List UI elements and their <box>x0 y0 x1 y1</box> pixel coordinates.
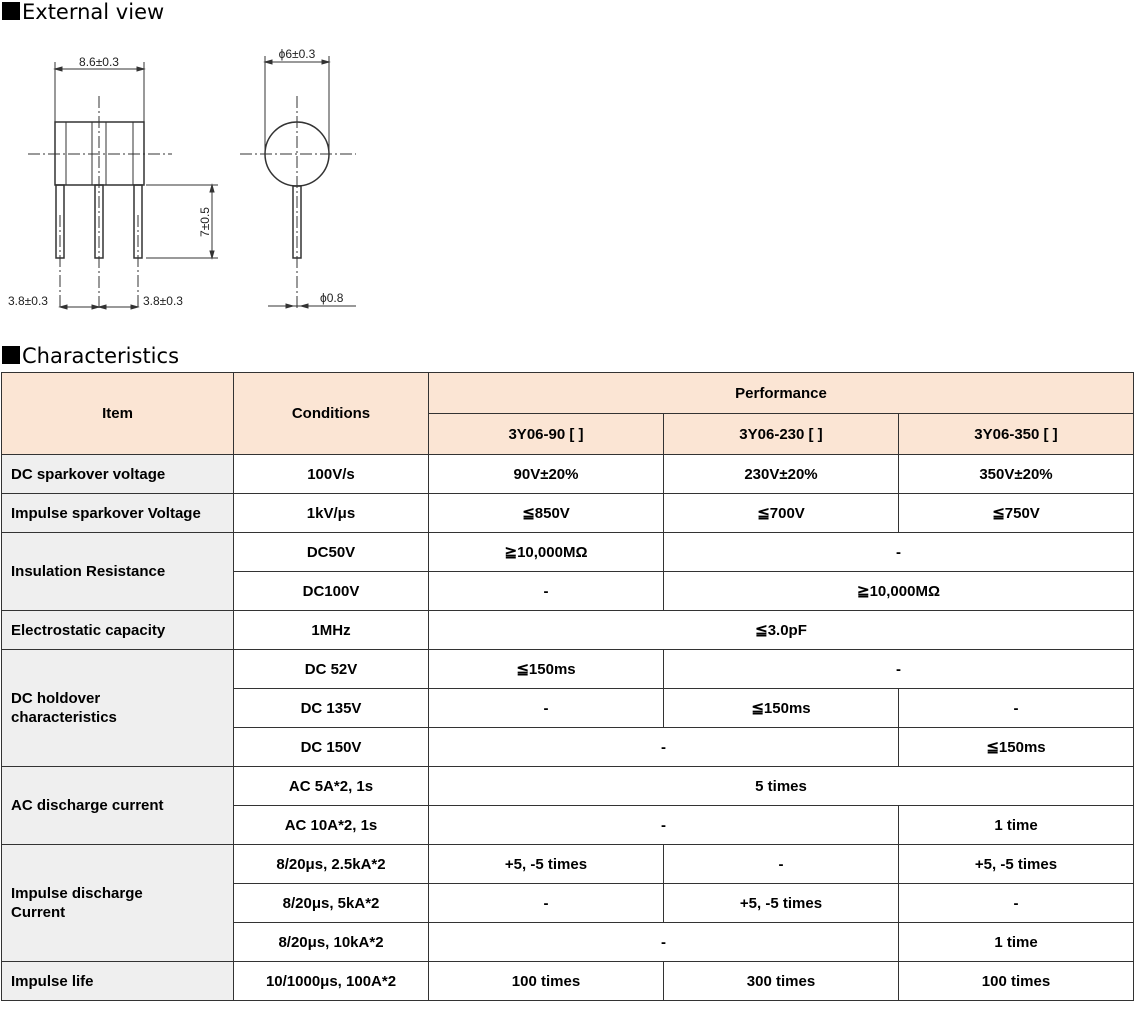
external-view-heading: External view <box>2 0 164 24</box>
value-cell: +5, -5 times <box>429 845 664 884</box>
value-cell: ≧10,000MΩ <box>429 533 664 572</box>
item-label: DC holdover characteristics <box>2 650 234 767</box>
condition-cell: DC 52V <box>234 650 429 689</box>
value-cell: - <box>899 884 1134 923</box>
condition-cell: DC50V <box>234 533 429 572</box>
condition-cell: 1MHz <box>234 611 429 650</box>
value-cell: 100 times <box>899 962 1134 1001</box>
value-cell: 300 times <box>664 962 899 1001</box>
condition-cell: DC 135V <box>234 689 429 728</box>
header-performance: Performance <box>429 373 1134 414</box>
table-header-row <box>2 373 1134 414</box>
item-label: Insulation Resistance <box>2 533 234 611</box>
table-row <box>2 767 1134 806</box>
item-label: Impulse sparkover Voltage <box>2 494 234 533</box>
header-model-230: 3Y06-230 [ ] <box>664 414 899 455</box>
condition-cell: 1kV/μs <box>234 494 429 533</box>
value-cell: - <box>429 806 899 845</box>
value-cell: 90V±20% <box>429 455 664 494</box>
external-view-drawing <box>0 30 380 320</box>
value-cell: 230V±20% <box>664 455 899 494</box>
table-row <box>2 455 1134 494</box>
diameter-dimension: ϕ6±0.3 <box>278 47 316 61</box>
header-model-90: 3Y06-90 [ ] <box>429 414 664 455</box>
header-conditions: Conditions <box>234 373 429 455</box>
item-label: AC discharge current <box>2 767 234 845</box>
condition-cell: DC 150V <box>234 728 429 767</box>
value-cell: ≦150ms <box>429 650 664 689</box>
table-row <box>2 611 1134 650</box>
characteristics-heading: Characteristics <box>2 344 179 368</box>
lead-length-dimension: 7±0.5 <box>198 207 212 237</box>
square-bullet-icon <box>2 2 20 20</box>
value-cell: ≦3.0pF <box>429 611 1134 650</box>
value-cell: - <box>429 728 899 767</box>
lead-diameter-dimension: ϕ0.8 <box>320 291 344 305</box>
value-cell: - <box>664 650 1134 689</box>
table-row <box>2 845 1134 884</box>
value-cell: - <box>429 689 664 728</box>
value-cell: - <box>899 689 1134 728</box>
table-row <box>2 494 1134 533</box>
condition-cell: 8/20μs, 5kA*2 <box>234 884 429 923</box>
condition-cell: DC100V <box>234 572 429 611</box>
condition-cell: AC 5A*2, 1s <box>234 767 429 806</box>
value-cell: - <box>664 533 1134 572</box>
value-cell: 5 times <box>429 767 1134 806</box>
square-bullet-icon <box>2 346 20 364</box>
pitch-left-dimension: 3.8±0.3 <box>8 294 48 308</box>
table-row <box>2 650 1134 689</box>
value-cell: - <box>664 845 899 884</box>
value-cell: ≦750V <box>899 494 1134 533</box>
value-cell: - <box>429 923 899 962</box>
body-length-dimension: 8.6±0.3 <box>79 55 119 69</box>
value-cell: ≦150ms <box>664 689 899 728</box>
value-cell: 1 time <box>899 806 1134 845</box>
value-cell: 100 times <box>429 962 664 1001</box>
condition-cell: 10/1000μs, 100A*2 <box>234 962 429 1001</box>
condition-cell: AC 10A*2, 1s <box>234 806 429 845</box>
pitch-right-dimension: 3.8±0.3 <box>143 294 183 308</box>
condition-cell: 8/20μs, 10kA*2 <box>234 923 429 962</box>
condition-cell: 8/20μs, 2.5kA*2 <box>234 845 429 884</box>
characteristics-table <box>1 372 1134 1001</box>
value-cell: 1 time <box>899 923 1134 962</box>
item-label: Electrostatic capacity <box>2 611 234 650</box>
value-cell: 350V±20% <box>899 455 1134 494</box>
table-row <box>2 533 1134 572</box>
value-cell: ≦850V <box>429 494 664 533</box>
value-cell: ≦700V <box>664 494 899 533</box>
header-item: Item <box>2 373 234 455</box>
item-label: DC sparkover voltage <box>2 455 234 494</box>
value-cell: +5, -5 times <box>899 845 1134 884</box>
table-row <box>2 962 1134 1001</box>
value-cell: ≦150ms <box>899 728 1134 767</box>
condition-cell: 100V/s <box>234 455 429 494</box>
value-cell: +5, -5 times <box>664 884 899 923</box>
value-cell: - <box>429 884 664 923</box>
item-label: Impulse life <box>2 962 234 1001</box>
header-model-350: 3Y06-350 [ ] <box>899 414 1134 455</box>
value-cell: ≧10,000MΩ <box>664 572 1134 611</box>
value-cell: - <box>429 572 664 611</box>
item-label: Impulse discharge Current <box>2 845 234 962</box>
